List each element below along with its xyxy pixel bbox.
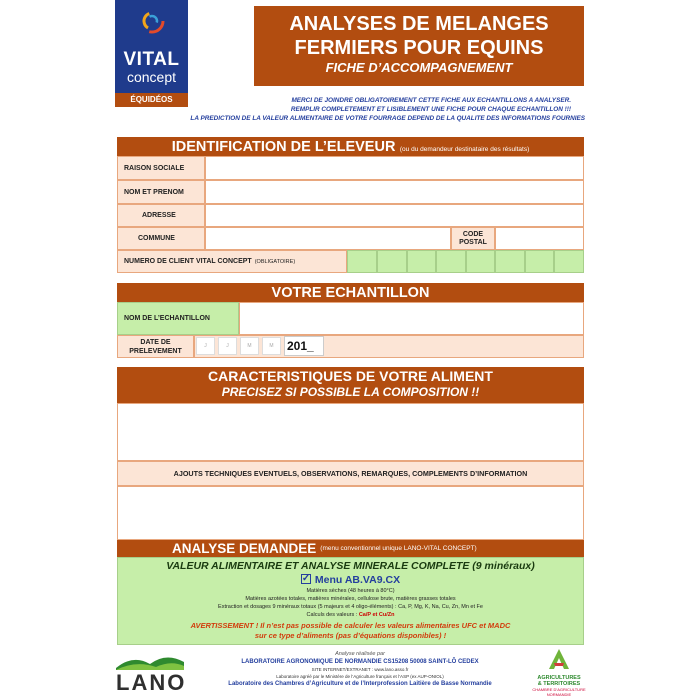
date-prelevement-label: DATE DE PRELEVEMENT: [117, 335, 194, 358]
brand-top: VITAL: [123, 49, 180, 70]
identification-header: [117, 137, 584, 156]
date-month-2[interactable]: M: [262, 337, 281, 355]
lano-word: LANO: [116, 670, 187, 695]
date-day-1[interactable]: J: [196, 337, 215, 355]
commune-label: [117, 227, 205, 250]
analyse-body: [117, 557, 584, 645]
brand-sub: ÉQUIDÉOS: [115, 93, 188, 107]
date-day-2[interactable]: J: [218, 337, 237, 355]
nom-echantillon-field[interactable]: [239, 302, 584, 335]
calc-prefix: Calculs des valeurs :: [306, 612, 358, 618]
identification-subtitle: (ou du demandeur destinataire des résultats): [399, 146, 530, 153]
composition-textarea[interactable]: [117, 403, 584, 461]
brand-bottom: concept: [126, 69, 177, 85]
calc-values: Ca/P et Cu/Zn: [358, 612, 395, 618]
client-digit-5[interactable]: [466, 250, 495, 273]
instructions-notice: [110, 96, 585, 123]
agri-line-2: & TERRITOIRES: [537, 681, 581, 687]
caracteristiques-title: CARACTERISTIQUES DE VOTRE ALIMENT: [208, 368, 493, 384]
notice-line-3: LA PREDICTION DE LA VALEUR ALIMENTAIRE DE VOTRE FOURRAGE DEPEND DE LA QUALITE DES INFORMATIONS FOURNIES: [190, 115, 585, 122]
client-digit-4[interactable]: [436, 250, 466, 273]
observations-textarea[interactable]: [117, 486, 584, 540]
notice-line-1: MERCI DE JOINDRE OBLIGATOIREMENT CETTE FICHE AUX ECHANTILLONS A ANALYSER.: [291, 97, 571, 104]
caracteristiques-header: [117, 367, 584, 403]
vital-concept-logo: [115, 0, 188, 107]
date-month-1[interactable]: M: [240, 337, 259, 355]
footer-line-5: Laboratoire des Chambres d’Agriculture et de l’Interprofession Laitière de Basse Normandie: [228, 681, 492, 687]
echantillon-header: [117, 283, 584, 302]
adresse-field[interactable]: [205, 204, 584, 227]
warning-line-2: sur ce type d’aliments (pas d’équations disponibles) !: [254, 631, 447, 640]
swirl-logo-icon: [139, 8, 165, 34]
caracteristiques-subtitle: PRECISEZ SI POSSIBLE LA COMPOSITION !!: [221, 385, 480, 399]
menu-label: Menu AB.VA9.CX: [314, 574, 401, 586]
analyse-title: ANALYSE DEMANDEE: [172, 541, 317, 556]
client-number-note: (OBLIGATOIRE): [254, 258, 296, 265]
analyse-subtitle: (menu conventionnel unique LANO-VITAL CONCEPT): [320, 545, 477, 552]
commune-label-text: COMMUNE: [138, 235, 175, 242]
chambre-agriculture-logo: [530, 648, 588, 696]
analyse-detail-1: Matières sèches (48 heures à 80°C): [306, 588, 395, 594]
menu-option[interactable]: [118, 574, 583, 587]
footer-line-2: LABORATOIRE AGRONOMIQUE DE NORMANDIE CS15208 50008 SAINT-LÔ CEDEX: [241, 659, 479, 665]
document-title: [254, 6, 584, 86]
nom-echantillon-label: NOM DE L’ECHANTILLON: [117, 302, 239, 335]
warning-line-1: AVERTISSEMENT ! Il n’est pas possible de calculer les valeurs alimentaires UFC et MADC: [190, 621, 511, 630]
footer-line-3: SITE INTERNET/EXTRANET : www.lano.asso.fr: [311, 667, 409, 672]
ajouts-label: AJOUTS TECHNIQUES EVENTUELS, OBSERVATIONS, REMARQUES, COMPLEMENTS D’INFORMATION: [117, 461, 584, 486]
checkbox-checked-icon[interactable]: [301, 574, 311, 584]
client-digit-7[interactable]: [525, 250, 554, 273]
identification-title: IDENTIFICATION DE L’ELEVEUR: [171, 139, 396, 155]
analyse-detail-3: Extraction et dosages 9 minéraux totaux (5 majeurs et 4 oligo-éléments) : Ca, P, Mg, K, Na, Cu, Zn, Mn et Fe: [218, 604, 483, 610]
notice-line-2: REMPLIR COMPLETEMENT ET LISIBLEMENT UNE FICHE POUR CHAQUE ECHANTILLON !!!: [290, 106, 571, 113]
code-postal-field[interactable]: [495, 227, 584, 250]
title-line-2: FERMIERS POUR EQUINS: [294, 37, 544, 59]
client-number-text: NUMERO DE CLIENT VITAL CONCEPT: [124, 258, 252, 265]
agri-line-1: AGRICULTURES: [537, 675, 581, 681]
footer-text: [190, 650, 530, 689]
date-year-field[interactable]: 201_: [284, 336, 324, 356]
lano-logo: [116, 652, 187, 695]
adresse-label-text: ADRESSE: [142, 212, 176, 219]
raison-sociale-field[interactable]: [205, 156, 584, 180]
nom-prenom-field[interactable]: [205, 180, 584, 204]
echantillon-title: VOTRE ECHANTILLON: [271, 285, 430, 301]
client-number-label: [117, 250, 347, 273]
title-line-3: FICHE D’ACCOMPAGNEMENT: [325, 60, 513, 75]
client-digit-2[interactable]: [377, 250, 407, 273]
client-digit-8[interactable]: [554, 250, 584, 273]
commune-field[interactable]: [205, 227, 451, 250]
title-line-1: ANALYSES DE MELANGES: [289, 13, 549, 35]
agriculture-a-icon: [547, 648, 571, 670]
client-digit-6[interactable]: [495, 250, 525, 273]
agri-line-3: CHAMBRE D’AGRICULTURE NORMANDIE: [532, 687, 586, 697]
analyse-detail-2: Matières azotées totales, matières minérales, cellulose brute, matières grasses totales: [245, 596, 456, 602]
hills-logo-icon: [116, 652, 184, 670]
adresse-label: [117, 204, 205, 227]
analyse-detail-4: [118, 611, 583, 619]
footer-line-4: Laboratoire agréé par le Ministère de l’Agriculture français et l’ASP (ex AUP-ONIOL): [276, 674, 444, 679]
raison-sociale-label: RAISON SOCIALE: [117, 156, 205, 180]
analyse-header: [117, 540, 584, 557]
footer-line-1: Analyse réalisée par: [335, 651, 385, 657]
client-digit-1[interactable]: [347, 250, 377, 273]
client-digit-3[interactable]: [407, 250, 436, 273]
nom-prenom-label: NOM ET PRENOM: [117, 180, 205, 204]
analyse-line-1: VALEUR ALIMENTAIRE ET ANALYSE MINERALE COMPLETE (9 minéraux): [166, 560, 535, 572]
code-postal-label: CODE POSTAL: [451, 227, 495, 250]
